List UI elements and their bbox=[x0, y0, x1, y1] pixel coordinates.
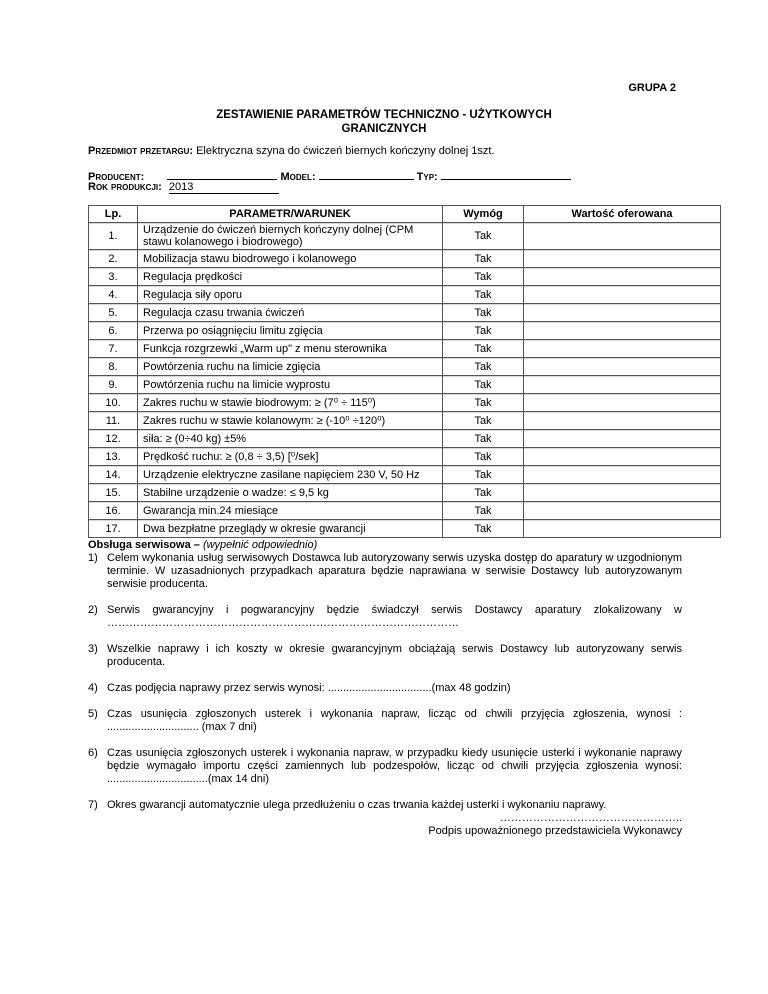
row-number: 12. bbox=[89, 430, 138, 448]
service-item-text: Czas usunięcia zgłoszonych usterek i wykonania napraw, w przypadku kiedy usunięcie usterki i wykonanie naprawy będzie wymagało importu części zamiennych lub podzespołów, licząc od chwili przyjęcia zgłoszenia wynosi: .................................(max 14 dni) bbox=[107, 747, 682, 785]
row-parameter: Stabilne urządzenie o wadze: ≤ 9,5 kg bbox=[138, 484, 443, 502]
parameters-table bbox=[88, 205, 721, 538]
row-requirement: Tak bbox=[443, 394, 524, 412]
table-row bbox=[89, 412, 721, 430]
service-item-number: 3) bbox=[88, 643, 98, 655]
service-item bbox=[88, 799, 682, 812]
row-parameter: Regulacja siły oporu bbox=[138, 286, 443, 304]
row-number: 2. bbox=[89, 250, 138, 268]
subject-value: Elektryczna szyna do ćwiczeń biernych kończyny dolnej 1szt. bbox=[196, 145, 495, 157]
row-requirement: Tak bbox=[443, 520, 524, 538]
row-requirement: Tak bbox=[443, 484, 524, 502]
row-offered-value[interactable] bbox=[524, 394, 721, 412]
row-parameter: Funkcja rozgrzewki „Warm up" z menu sterownika bbox=[138, 340, 443, 358]
producer-field[interactable] bbox=[167, 169, 277, 180]
document-title bbox=[0, 108, 768, 136]
title-line-2: GRANICZNYCH bbox=[341, 123, 427, 135]
row-requirement: Tak bbox=[443, 430, 524, 448]
table-row bbox=[89, 502, 721, 520]
row-requirement: Tak bbox=[443, 466, 524, 484]
table-row bbox=[89, 394, 721, 412]
service-item-text: Czas podjęcia naprawy przez serwis wynosi: ..................................(max 48 godzin) bbox=[107, 682, 511, 694]
service-item bbox=[88, 643, 682, 669]
table-row bbox=[89, 340, 721, 358]
row-offered-value[interactable] bbox=[524, 484, 721, 502]
service-item-number: 5) bbox=[88, 708, 98, 720]
row-requirement: Tak bbox=[443, 358, 524, 376]
table-row bbox=[89, 466, 721, 484]
row-number: 5. bbox=[89, 304, 138, 322]
row-parameter: Urządzenie do ćwiczeń biernych kończyny dolnej (CPM stawu kolanowego i biodrowego) bbox=[138, 223, 443, 250]
header-parameter: PARAMETR/WARUNEK bbox=[138, 206, 443, 223]
service-item-text: Czas usunięcia zgłoszonych usterek i wykonania napraw, licząc od chwili przyjęcia zgłoszenia, wynosi : .............................. (max 7 dni) bbox=[107, 708, 682, 733]
row-requirement: Tak bbox=[443, 268, 524, 286]
service-item bbox=[88, 747, 682, 786]
service-item-text: Serwis gwarancyjny i pogwarancyjny będzie świadczył serwis Dostawcy aparatury zlokalizowany w …………………………………………………………………………………… bbox=[107, 604, 682, 629]
table-row bbox=[89, 430, 721, 448]
row-number: 14. bbox=[89, 466, 138, 484]
model-label: Model: bbox=[280, 171, 316, 183]
row-number: 13. bbox=[89, 448, 138, 466]
service-item bbox=[88, 604, 682, 630]
row-number: 6. bbox=[89, 322, 138, 340]
signature-block bbox=[88, 812, 682, 838]
row-requirement: Tak bbox=[443, 448, 524, 466]
table-row bbox=[89, 250, 721, 268]
row-requirement: Tak bbox=[443, 340, 524, 358]
row-offered-value[interactable] bbox=[524, 340, 721, 358]
row-offered-value[interactable] bbox=[524, 358, 721, 376]
row-number: 3. bbox=[89, 268, 138, 286]
row-parameter: Gwarancja min.24 miesiące bbox=[138, 502, 443, 520]
subject-label: Przedmiot przetargu: bbox=[88, 145, 194, 157]
row-parameter: Zakres ruchu w stawie biodrowym: ≥ (7⁰ ÷ 115⁰) bbox=[138, 394, 443, 412]
signature-dots[interactable]: ………………………………………….. bbox=[499, 812, 682, 824]
row-requirement: Tak bbox=[443, 412, 524, 430]
service-heading-text: Obsługa serwisowa – bbox=[88, 539, 200, 551]
service-item-number: 6) bbox=[88, 747, 98, 759]
service-heading bbox=[88, 539, 682, 552]
row-parameter: siła: ≥ (0÷40 kg) ±5% bbox=[138, 430, 443, 448]
row-parameter: Przerwa po osiągnięciu limitu zgięcia bbox=[138, 322, 443, 340]
table-row bbox=[89, 286, 721, 304]
model-field[interactable] bbox=[319, 169, 414, 180]
row-requirement: Tak bbox=[443, 223, 524, 250]
header-lp: Lp. bbox=[89, 206, 138, 223]
table-row bbox=[89, 484, 721, 502]
subject-row bbox=[88, 145, 494, 157]
row-parameter: Mobilizacja stawu biodrowego i kolanowego bbox=[138, 250, 443, 268]
row-offered-value[interactable] bbox=[524, 412, 721, 430]
row-offered-value[interactable] bbox=[524, 250, 721, 268]
service-section bbox=[88, 539, 682, 838]
signature-label: Podpis upoważnionego przedstawiciela Wykonawcy bbox=[428, 825, 682, 837]
row-number: 17. bbox=[89, 520, 138, 538]
service-item-number: 7) bbox=[88, 799, 98, 811]
service-heading-note: (wypełnić odpowiednio) bbox=[202, 539, 318, 551]
row-requirement: Tak bbox=[443, 322, 524, 340]
table-row bbox=[89, 358, 721, 376]
row-offered-value[interactable] bbox=[524, 304, 721, 322]
row-offered-value[interactable] bbox=[524, 376, 721, 394]
row-number: 11. bbox=[89, 412, 138, 430]
table-row bbox=[89, 304, 721, 322]
row-number: 7. bbox=[89, 340, 138, 358]
row-parameter: Powtórzenia ruchu na limicie zgięcia bbox=[138, 358, 443, 376]
table-row bbox=[89, 520, 721, 538]
row-offered-value[interactable] bbox=[524, 502, 721, 520]
row-offered-value[interactable] bbox=[524, 322, 721, 340]
row-parameter: Dwa bezpłatne przeglądy w okresie gwarancji bbox=[138, 520, 443, 538]
header-offered-value: Wartość oferowana bbox=[524, 206, 721, 223]
service-item-number: 1) bbox=[88, 552, 98, 564]
service-item-text: Celem wykonania usług serwisowych Dostawca lub autoryzowany serwis uzyska dostęp do aparatury w uzgodnionym terminie. W uzasadnionych przypadkach aparatura będzie naprawiana w serwisie Dostawcy lub autoryzowanym serwisie producenta. bbox=[107, 552, 682, 590]
table-header-row bbox=[89, 206, 721, 223]
service-item bbox=[88, 708, 682, 734]
table-row bbox=[89, 322, 721, 340]
year-value: 2013 bbox=[168, 181, 194, 193]
title-line-1: ZESTAWIENIE PARAMETRÓW TECHNICZNO - UŻYTKOWYCH bbox=[216, 109, 552, 121]
row-number: 15. bbox=[89, 484, 138, 502]
row-requirement: Tak bbox=[443, 250, 524, 268]
row-offered-value[interactable] bbox=[524, 520, 721, 538]
row-parameter: Zakres ruchu w stawie kolanowym: ≥ (-10⁰ ÷120⁰) bbox=[138, 412, 443, 430]
service-item bbox=[88, 552, 682, 591]
year-field[interactable] bbox=[169, 181, 279, 194]
table-row bbox=[89, 448, 721, 466]
row-requirement: Tak bbox=[443, 304, 524, 322]
producer-label: Producent: bbox=[88, 171, 145, 183]
row-offered-value[interactable] bbox=[524, 466, 721, 484]
table-row bbox=[89, 376, 721, 394]
row-requirement: Tak bbox=[443, 286, 524, 304]
row-number: 9. bbox=[89, 376, 138, 394]
row-number: 10. bbox=[89, 394, 138, 412]
header-requirement: Wymóg bbox=[443, 206, 524, 223]
row-parameter: Regulacja czasu trwania ćwiczeń bbox=[138, 304, 443, 322]
row-requirement: Tak bbox=[443, 376, 524, 394]
type-label: Typ: bbox=[416, 171, 438, 183]
row-parameter: Urządzenie elektryczne zasilane napięciem 230 V, 50 Hz bbox=[138, 466, 443, 484]
service-item bbox=[88, 682, 682, 695]
row-requirement: Tak bbox=[443, 502, 524, 520]
service-item-number: 4) bbox=[88, 682, 98, 694]
row-number: 4. bbox=[89, 286, 138, 304]
row-offered-value[interactable] bbox=[524, 430, 721, 448]
type-field[interactable] bbox=[441, 169, 571, 180]
service-item-text: Wszelkie naprawy i ich koszty w okresie gwarancyjnym obciążają serwis Dostawcy lub autoryzowany serwis producenta. bbox=[107, 643, 682, 668]
row-parameter: Regulacja prędkości bbox=[138, 268, 443, 286]
year-row bbox=[88, 181, 279, 194]
table-row bbox=[89, 268, 721, 286]
row-offered-value[interactable] bbox=[524, 448, 721, 466]
table-row bbox=[89, 223, 721, 250]
group-label: GRUPA 2 bbox=[628, 82, 676, 94]
row-number: 1. bbox=[89, 223, 138, 250]
year-label: Rok produkcji: bbox=[88, 181, 162, 193]
service-item-number: 2) bbox=[88, 604, 98, 616]
row-offered-value[interactable] bbox=[524, 286, 721, 304]
row-offered-value[interactable] bbox=[524, 223, 721, 250]
service-item-text: Okres gwarancji automatycznie ulega przedłużeniu o czas trwania każdej usterki i wykonaniu naprawy. bbox=[107, 799, 607, 811]
row-offered-value[interactable] bbox=[524, 268, 721, 286]
row-number: 8. bbox=[89, 358, 138, 376]
row-parameter: Prędkość ruchu: ≥ (0,8 ÷ 3,5) [⁰/sek] bbox=[138, 448, 443, 466]
row-parameter: Powtórzenia ruchu na limicie wyprostu bbox=[138, 376, 443, 394]
row-number: 16. bbox=[89, 502, 138, 520]
